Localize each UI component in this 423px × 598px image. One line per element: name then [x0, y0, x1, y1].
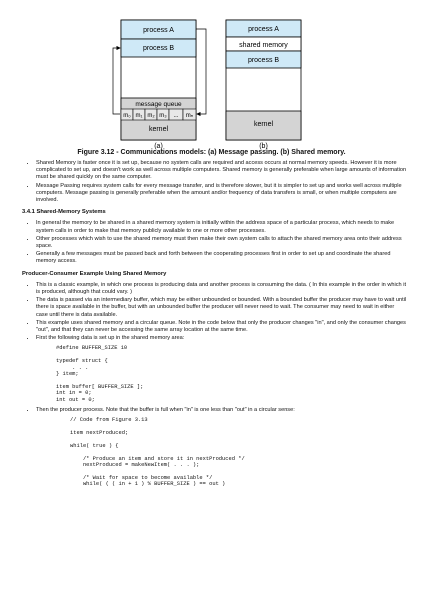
code-block-shared-data: #define BUFFER_SIZE 10 typedef struct { . . . } item; item buffer[ BUFFER_SIZE ]; int in = 0; int out = 0; — [56, 345, 144, 403]
producer-list — [22, 407, 407, 414]
list-item: • Generally a few messages must be passed back and forth between the cooperating processes first in order to set up and coordinate the shared memory access. — [36, 251, 407, 265]
queue-cell-2: m₂ — [147, 113, 155, 119]
intro-list — [22, 160, 407, 204]
process-b-label-right: process B — [247, 57, 280, 64]
list-item: • Message Passing requires system calls for every message transfer, and is therefore slower, but it is simpler to set up and works well across multiple computers. Message passing is generally preferable when the amount and/or frequency of data transfers is small, or when multiple computers are involved. — [36, 183, 407, 205]
message-queue-cells — [121, 109, 196, 120]
section-heading-shared-memory: 3.4.1 Shared-Memory Systems — [22, 209, 106, 216]
label-a: (a) — [154, 143, 163, 150]
shared-memory-diagram — [226, 20, 301, 150]
process-b-label: process B — [142, 45, 175, 52]
document-body — [22, 160, 407, 492]
process-a-label: process A — [143, 27, 174, 34]
list-item: • Shared Memory is faster once it is set up, because no system calls are required and access occurs at normal memory speeds. However it is more complicated to set up, and doesn't work as well across multiple computers. Shared memory is generally preferable when large amounts of information must be shared quickly on the same computer. — [36, 160, 407, 182]
figure-caption: Figure 3.12 - Communications models: (a) Message passing. (b) Shared memory. — [77, 149, 346, 156]
list-item: • This is a classic example, in which one process is producing data and another process is consuming the data. ( In this example in the order in which it is produced, although that could vary. ) — [36, 282, 407, 296]
producer-consumer-list — [22, 282, 407, 343]
shared-memory-list — [22, 220, 407, 265]
arrow-process-a-to-queue — [196, 29, 206, 114]
list-item: • First the following data is set up in the shared memory area: — [36, 335, 407, 342]
list-item: • This example uses shared memory and a circular queue. Note in the code below that only the producer changes "in", and only the consumer changes "out", and that they can never be accessing the same array location at the same time. — [36, 320, 407, 334]
label-b: (b) — [259, 143, 268, 150]
section-heading-producer-consumer: Producer-Consumer Example Using Shared Memory — [22, 270, 167, 277]
list-item: • In general the memory to be shared in a shared memory system is initially within the address space of a particular process, which needs to make system calls in order to make that memory publicly available to one or more other processes. — [36, 220, 407, 234]
kernel-label-left: kernel — [148, 126, 169, 133]
shared-memory-label: shared memory — [239, 42, 288, 49]
arrow-queue-to-process-b — [113, 48, 120, 114]
queue-cell-5: mₙ — [185, 113, 194, 119]
queue-cell-3: m₃ — [159, 113, 167, 119]
queue-cell-4: ... — [173, 113, 179, 119]
queue-cell-0: m₀ — [123, 113, 131, 119]
process-a-label-right: process A — [248, 26, 279, 33]
queue-cell-1: m₁ — [135, 113, 143, 119]
code-block-producer: // Code from Figure 3.13 item nextProduced; while( true ) { /* Produce an item and store it in nextProduced */ nextProduced = makeNewItem( . . . ); /* Wait for space to become available */ while( ( ( in + 1 ) % BUFFER_SIZE ) == out ) — [70, 417, 245, 488]
list-item: • The data is passed via an intermediary buffer, which may be either unbounded or bounded. With a bounded buffer the producer may have to wait until there is space available in the buffer, but with an unbounded buffer the producer will never need to wait. The consumer may need to wait in either case until there is data available. — [36, 297, 407, 319]
communications-models-figure — [0, 0, 423, 160]
list-item: • Then the producer process. Note that the buffer is full when "in" is one less than "out" in a circular sense: — [36, 407, 407, 414]
kernel-label-right: kernel — [253, 121, 274, 128]
message-passing-diagram — [113, 20, 206, 150]
list-item: • Other processes which wish to use the shared memory must then make their own system calls to attach the shared memory area onto their address space. — [36, 236, 407, 250]
message-queue-label: message queue — [135, 101, 182, 108]
